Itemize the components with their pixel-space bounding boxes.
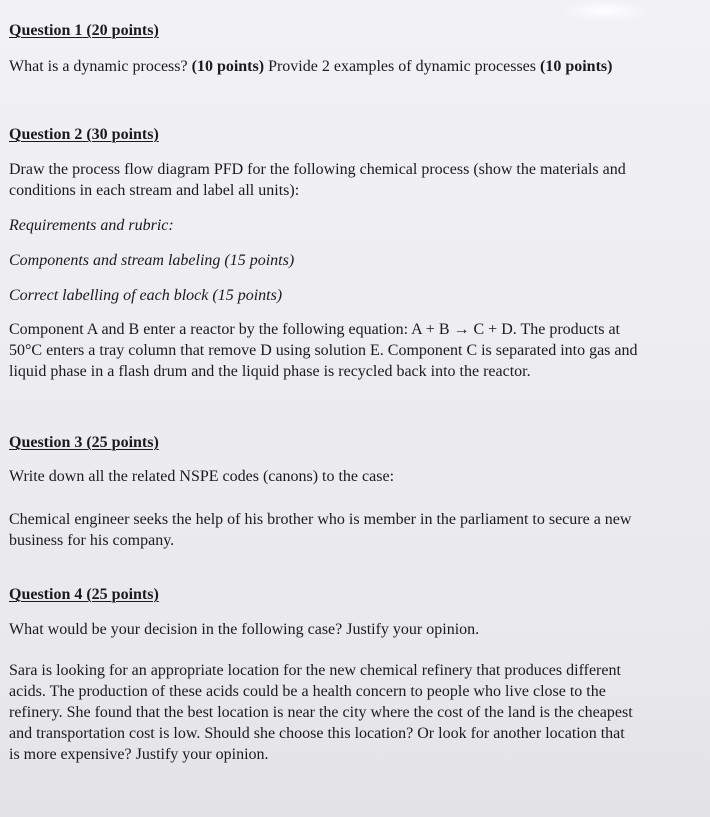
q2-rubric-components: Components and stream labeling (15 points) <box>9 252 295 269</box>
q4-case2: acids. The production of these acids could be a health concern to people who live close to the <box>9 683 606 700</box>
q4-points: (25 points) <box>86 586 159 603</box>
q4-case <box>9 660 710 765</box>
q3-case2: business for his company. <box>9 532 175 549</box>
q2-desc1: Component A and B enter a reactor by the following equation: A + B → C + D. The products at <box>9 321 620 338</box>
q2-line1: Draw the process flow diagram PFD for the following chemical process (show the materials and <box>9 161 626 178</box>
q1-text-a-points: (10 points) <box>191 58 265 75</box>
q3-case <box>9 509 710 551</box>
q1-points: (20 points) <box>86 22 159 39</box>
q2-heading <box>9 125 159 145</box>
q3-title: Question 3 <box>9 434 83 451</box>
q1-heading <box>9 21 159 41</box>
q2-title: Question 2 <box>9 126 83 143</box>
q2-rubric-blocks: Correct labelling of each block (15 points) <box>9 287 283 304</box>
q2-requirements: Requirements and rubric: <box>9 217 174 234</box>
q2-description <box>9 319 710 382</box>
q4-case1: Sara is looking for an appropriate location for the new chemical refinery that produces different <box>9 662 621 679</box>
q3-points: (25 points) <box>86 434 159 451</box>
q1-text-b-points: (10 points) <box>540 58 613 75</box>
q1-text-b: Provide 2 examples of dynamic processes <box>268 58 536 75</box>
q4-case4: and transportation cost is low. Should she choose this location? Or look for another location that <box>9 725 625 742</box>
q4-title: Question 4 <box>9 586 83 603</box>
q2-line2: conditions in each stream and label all units): <box>9 182 300 199</box>
q1-text <box>9 57 612 77</box>
q2-instructions <box>9 159 710 201</box>
q4-heading <box>9 585 159 605</box>
q4-case3: refinery. She found that the best location is near the city where the cost of the land is the cheapest <box>9 704 633 721</box>
q4-case5: is more expensive? Justify your opinion. <box>9 746 269 763</box>
q2-points: (30 points) <box>86 126 159 143</box>
q3-heading <box>9 433 159 453</box>
q1-text-a: What is a dynamic process? <box>9 58 188 75</box>
q2-desc2: 50°C enters a tray column that remove D using solution E. Component C is separated into gas and <box>9 342 638 359</box>
q3-case1: Chemical engineer seeks the help of his brother who is member in the parliament to secure a new <box>9 511 632 528</box>
q4-text: What would be your decision in the following case? Justify your opinion. <box>9 621 480 638</box>
q1-title: Question 1 <box>9 22 83 39</box>
q2-desc3: liquid phase in a flash drum and the liquid phase is recycled back into the reactor. <box>9 363 531 380</box>
q3-text: Write down all the related NSPE codes (canons) to the case: <box>9 468 395 485</box>
